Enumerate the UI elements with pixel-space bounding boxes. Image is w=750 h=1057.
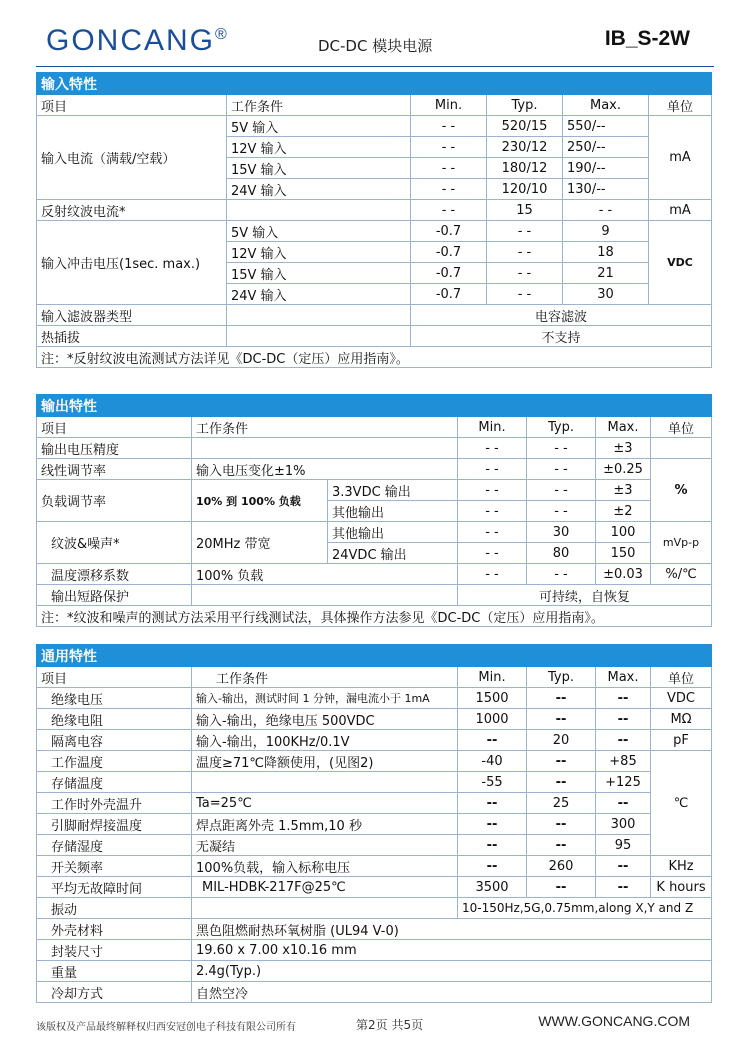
output-table [36, 394, 712, 627]
table-row: 热插拔 不支持 [37, 326, 712, 347]
table-row: 24V 输入 -0.7 - - 30 [37, 284, 712, 305]
input-note: 注：*反射纹波电流测试方法详见《DC-DC（定压）应用指南》。 [37, 347, 712, 368]
table-row: 存储湿度 无凝结 -- -- 95 [37, 835, 712, 856]
table-row: 冷却方式 自然空冷 [37, 982, 712, 1003]
table-row: 15V 输入 -0.7 - - 21 [37, 263, 712, 284]
input-section-title: 输入特性 [37, 73, 712, 95]
table-row: 纹波&噪声* 20MHz 带宽 其他输出 - - 30 100 mVp-p [37, 522, 712, 543]
model-number: IB_S-2W [604, 27, 690, 50]
table-row: 开关频率 100%负载，输入标称电压 -- 260 -- KHz [37, 856, 712, 877]
table-row: 绝缘电压 输入-输出，测试时间 1 分钟，漏电流小于 1mA 1500 -- -- VDC [37, 688, 712, 709]
surge-label: 输入冲击电压(1sec. max.) [37, 221, 227, 305]
table-row: 封装尺寸 19.60 x 7.00 x10.16 mm [37, 940, 712, 961]
table-header-row: 项目 工作条件 Min. Typ. Max. 单位 [37, 95, 712, 116]
doc-subtitle: DC-DC 模块电源 [318, 37, 433, 55]
table-row: 重量 2.4g(Typ.) [37, 961, 712, 982]
header-divider [36, 66, 714, 67]
table-row: 存储温度 -55 -- +125 [37, 772, 712, 793]
table-row: 线性调节率 输入电压变化±1% - - - - ±0.25 % [37, 459, 712, 480]
table-row: 24VDC 输出 - - 80 150 [37, 543, 712, 564]
table-row: 输入电流（满载/空载） 5V 输入 - - 520/15 550/-- mA [37, 116, 712, 137]
table-row: 输入滤波器类型 电容滤波 [37, 305, 712, 326]
table-row: 其他输出 - - - - ±2 [37, 501, 712, 522]
input-table [36, 72, 712, 368]
general-table [36, 644, 712, 1003]
table-row: 隔离电容 输入-输出，100KHz/0.1V -- 20 -- pF [37, 730, 712, 751]
page-number: 第2页 共5页 [356, 1018, 424, 1032]
table-row: 输出短路保护 可持续，自恢复 [37, 585, 712, 606]
table-row: 12V 输入 -0.7 - - 18 [37, 242, 712, 263]
table-row: 输入冲击电压(1sec. max.) 5V 输入 -0.7 - - 9 VDC [37, 221, 712, 242]
table-row: 24V 输入 - - 120/10 130/-- [37, 179, 712, 200]
input-current-label: 输入电流（满载/空载） [37, 116, 227, 200]
table-row: 输出电压精度 - - - - ±3 [37, 438, 712, 459]
table-row: 外壳材料 黑色阻燃耐热环氧树脂 (UL94 V-0) [37, 919, 712, 940]
table-row: 负载调节率 10% 到 100% 负载 3.3VDC 输出 - - - - ±3 [37, 480, 712, 501]
copyright-text: 该版权及产品最终解释权归西安冠创电子科技有限公司所有 [36, 1022, 296, 1033]
table-row: 12V 输入 - - 230/12 250/-- [37, 137, 712, 158]
output-section-title: 输出特性 [37, 395, 712, 417]
table-row: 绝缘电阻 输入-输出，绝缘电压 500VDC 1000 -- -- MΩ [37, 709, 712, 730]
table-header-row: 项目 工作条件 Min. Typ. Max. 单位 [37, 417, 712, 438]
table-row: 引脚耐焊接温度 焊点距离外壳 1.5mm,10 秒 -- -- 300 [37, 814, 712, 835]
table-row: 15V 输入 - - 180/12 190/-- [37, 158, 712, 179]
table-header-row: 项目 工作条件 Min. Typ. Max. 单位 [37, 667, 712, 688]
output-note: 注：*纹波和噪声的测试方法采用平行线测试法，具体操作方法参见《DC-DC（定压）应用指南》。 [37, 606, 712, 627]
table-row: 工作时外壳温升 Ta=25℃ -- 25 -- [37, 793, 712, 814]
table-row: 振动 10-150Hz,5G,0.75mm,along X,Y and Z [37, 898, 712, 919]
table-row: 工作温度 温度≥71℃降额使用，(见图2) -40 -- +85 ℃ [37, 751, 712, 772]
table-row: 反射纹波电流* - - 15 - - mA [37, 200, 712, 221]
table-row: 平均无故障时间 MIL-HDBK-217F@25℃ 3500 -- -- K hours [37, 877, 712, 898]
general-section-title: 通用特性 [37, 645, 712, 667]
table-row: 温度漂移系数 100% 负载 - - - - ±0.03 %/℃ [37, 564, 712, 585]
website-url: WWW.GONCANG.COM [538, 1013, 690, 1029]
brand-logo: GONCANG® [46, 24, 229, 57]
